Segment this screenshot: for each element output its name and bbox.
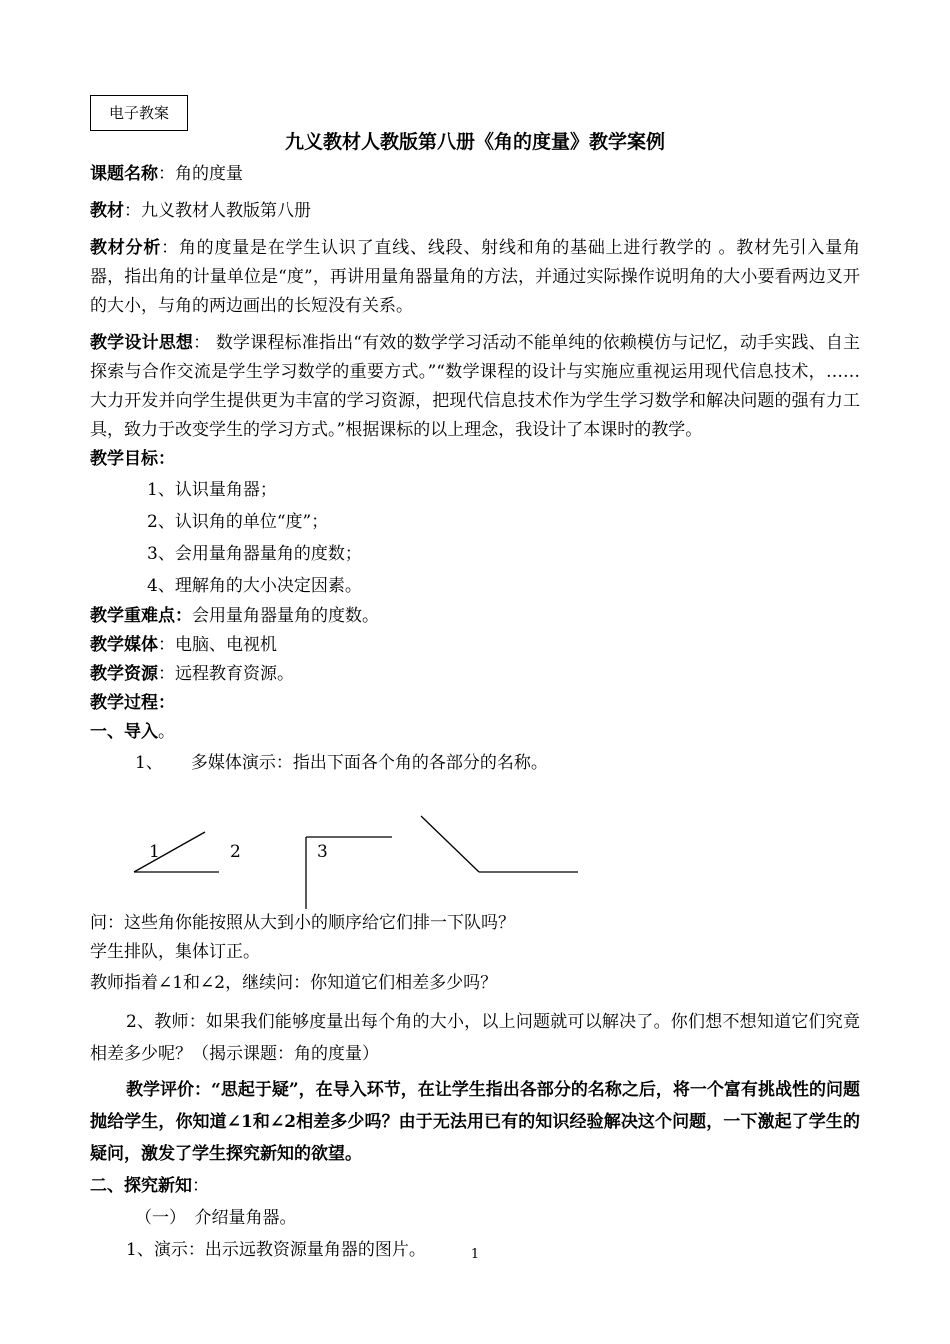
page-number: 1 [470,1247,480,1262]
student-line: 学生排队，集体订正。 [90,942,260,962]
process-label: 教学过程 [90,693,158,713]
media-label: 教学媒体 [90,635,158,655]
separator: ： [175,606,192,626]
media-value: 电脑、电视机 [175,635,277,655]
separator: ： [158,664,175,684]
goals-label: 教学目标 [90,449,158,469]
design-paragraph [90,329,860,445]
goal-item: 1、认识量角器； [147,480,277,500]
teacher-question: 教师指着∠1和∠2，继续问：你知道它们相差多少吗？ [90,973,498,993]
angles-diagram [90,779,860,909]
analysis-paragraph [90,234,860,321]
section1-title: 一、导入 [90,722,158,742]
angle1-side-b [134,832,205,872]
doc-type-label: 电子教案 [90,95,188,131]
analysis-label: 教材分析 [90,238,162,258]
media-line [90,631,860,660]
separator: ： [161,238,179,258]
step-number: 1、 [135,753,163,773]
separator: ： [124,201,141,221]
process-heading [90,689,860,718]
textbook-value: 九义教材人教版第八册 [141,201,311,221]
textbook-line [90,197,860,226]
section2-sub1: （一） 介绍量角器。 [135,1208,297,1228]
section1-step1 [90,747,860,779]
goals-heading [90,445,860,474]
separator: ： [158,635,175,655]
key-points-line [90,602,860,631]
page-title: 九义教材人教版第八册《角的度量》教学案例 [284,131,665,153]
goal-item: 2、认识角的单位“度”； [147,512,329,532]
goal-item: 3、会用量角器量角的度数； [147,544,362,564]
separator: ： [158,449,175,469]
section2-heading [90,1170,860,1202]
key-points-label: 教学重难点 [90,606,175,626]
section1-heading [90,718,860,747]
lesson-name-value: 角的度量 [175,164,243,184]
separator: ： [158,693,175,713]
design-text: 数学课程标准指出“有效的数学学习活动不能单纯的依赖模仿与记忆，动手实践、自主探索与合作交流是学生学习数学的重要方式。”“数学课程的设计与实施应重视运用现代信息技术，……大力开发并向学生提供更为丰富的学习资源，把现代信息技术作为学生学习数学和解决问题的强有力工具，致力于改变学生的学习方式。”根据课标的以上理念，我设计了本课时的教学。 [90,333,861,440]
separator: ： [192,1176,209,1196]
lesson-name-line [90,160,860,189]
resources-value: 远程教育资源。 [175,664,294,684]
lesson-name-label: 课题名称 [90,164,158,184]
separator: 。 [158,722,175,742]
angle-label-2: 2 [230,842,241,862]
separator: ： [193,333,211,353]
design-label: 教学设计思想 [90,333,194,353]
step-text: 多媒体演示：指出下面各个角的各部分的名称。 [190,753,548,773]
angle4-side-a [421,816,479,872]
angles-figure [90,779,860,909]
textbook-label: 教材 [90,201,124,221]
question-line: 问：这些角你能按照从大到小的顺序给它们排一下队吗？ [90,913,515,933]
separator: ： [158,164,175,184]
analysis-text: 角的度量是在学生认识了直线、线段、射线和角的基础上进行教学的 。教材先引入量角器，指出角的计量单位是“度”，再讲用量角器量角的方法，并通过实际操作说明角的大小要看两边叉开的大小，与角的两边画出的长短没有关系。 [90,238,860,316]
resources-label: 教学资源 [90,664,158,684]
goal-item: 4、理解角的大小决定因素。 [147,576,362,596]
teaching-evaluation: 教学评价：“思起于疑”，在导入环节，在让学生指出各部分的名称之后，将一个富有挑战性的问题抛给学生，你知道∠1和∠2相差多少吗？由于无法用已有的知识经验解决这个问题，一下激起了学生的疑问，激发了学生探究新知的欲望。 [90,1080,860,1164]
document-body [90,160,860,1266]
angle-label-3: 3 [317,842,328,862]
section2-title: 二、探究新知 [90,1176,192,1196]
angle-label-1: 1 [149,842,160,862]
resources-line [90,660,860,689]
teacher-step2: 2、教师：如果我们能够度量出每个角的大小，以上问题就可以解决了。你们想不想知道它们究竟相差多少呢？（揭示课题：角的度量） [90,1012,860,1064]
section2-step1: 1、演示：出示远教资源量角器的图片。 [126,1240,426,1260]
key-points-value: 会用量角器量角的度数。 [192,606,379,626]
